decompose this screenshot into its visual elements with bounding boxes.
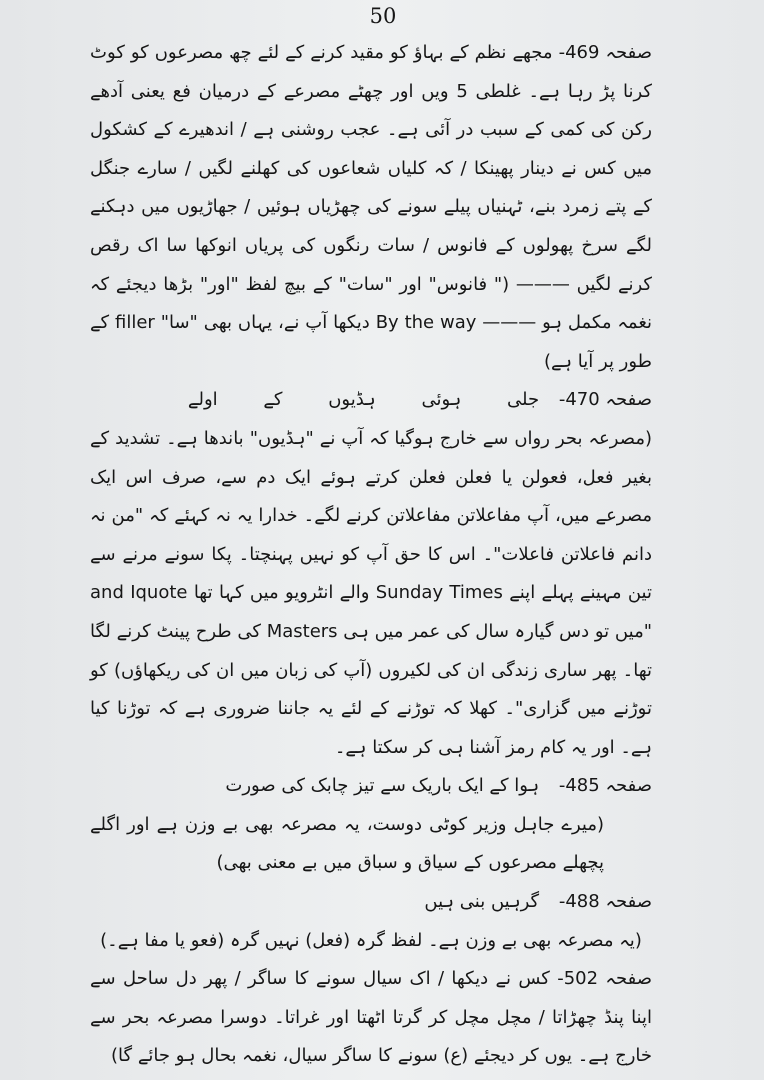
- entry-469: [90, 34, 652, 381]
- entry-488-comment: [90, 922, 652, 961]
- quoted-verse: جلی ہوئی ہڈیوں کے اولے: [187, 389, 540, 411]
- page-body: [90, 34, 652, 1076]
- entry-ref: صفحہ 488-: [558, 891, 652, 913]
- entry-ref: صفحہ 469-: [558, 42, 653, 63]
- entry-485-heading: [90, 767, 652, 806]
- quoted-verse: ہوا کے ایک باریک سے تیز چابک کی صورت: [225, 775, 540, 797]
- page-number: 50: [369, 4, 397, 28]
- entry-text: کس نے دیکھا / اک سیال سونے کا ساگر / پھر دل ساحل سے اپنا پنڈ چھڑاتا / مچل مچل کر گرتا اٹھتا اور غراتا۔ دوسرا مصرعہ بحر سے خارج ہے۔ یوں کر دیجئے (ع) سونے کا ساگر سیال، نغمہ بحال ہو جائے گا): [90, 968, 652, 1067]
- entry-470-comment: [90, 420, 652, 767]
- entry-470-heading: [90, 381, 652, 420]
- entry-ref: صفحہ 485-: [558, 775, 652, 797]
- entry-502: [90, 960, 652, 1076]
- entry-488-heading: [90, 883, 652, 922]
- entry-ref: صفحہ 470-: [558, 389, 652, 411]
- entry-text: (مصرعہ بحر رواں سے خارج ہوگیا کہ آپ نے "ہڈیوں" باندھا ہے۔ تشدید کے بغیر فعل، فعولن یا فعلن فعلن کرتے ہوئے ایک دم سے، صرف اس ایک مصرعے میں، آپ مفاعلاتن مفاعلاتن کرنے لگے۔ خدارا یہ نہ کہئے کہ "من نہ دانم فاعلاتن فاعلات"۔ اس کا حق آپ کو نہیں پہنچتا۔ پکا سونے مرنے سے تین مہینے پہلے اپنے Sunday Times والے انٹرویو میں کہا تھا and Iquote "میں تو دس گیارہ سال کی عمر میں ہی Masters کی طرح پینٹ کرنے لگا تھا۔ پھر ساری زندگی ان کی لکیروں (آپ کی زبان میں ان کی ریکھاؤں) کو توڑنے میں گزاری"۔ کھلا کہ توڑنے کے لئے یہ جاننا ضروری ہے کہ توڑنا کیا ہے۔ اور یہ کام رمز آشنا ہی کر سکتا ہے۔: [90, 427, 652, 758]
- quoted-verse: گرہیں بنی ہیں: [424, 891, 540, 913]
- entry-text: (میرے جاہل وزیر کوٹی دوست، یہ مصرعہ بھی بے وزن ہے اور اگلے پچھلے مصرعوں کے سیاق و سباق میں بے معنی بھی): [90, 813, 604, 874]
- entry-text: (یہ مصرعہ بھی بے وزن ہے۔ لفظ گرہ (فعل) نہیں گرہ (فعو یا مفا ہے۔): [100, 929, 642, 951]
- entry-ref: صفحہ 502-: [557, 968, 652, 990]
- entry-text: مجھے نظم کے بہاؤ کو مقید کرنے کے لئے چھ مصرعوں کو کوٹ کرنا پڑ رہا ہے۔ غلطی 5 ویں اور چھٹے مصرعے کے درمیان فع یعنی آدھے رکن کی کمی کے سبب در آئی ہے۔ عجب روشنی ہے / اندھیرے کے کشکول میں کس نے دینار پھینکا / کہ کلیاں شعاعوں کی کھلنے لگیں / سارے جنگل کے پتے زمرد بنے، ٹہنیاں پیلے سونے کی چھڑیاں ہوئیں / جھاڑیوں میں دہکنے لگے سرخ پھولوں کے فانوس / سات رنگوں کی پریاں انوکھا سا اک رقص کرنے لگیں ——— (" فانوس" اور "سات" کے بیچ لفظ "اور" بڑھا دیجئے کہ نغمہ مکمل ہو ——— By the way دیکھا آپ نے، یہاں بھی "سا" filler کے طور پر آیا ہے): [90, 42, 653, 372]
- entry-485-comment: [90, 806, 652, 883]
